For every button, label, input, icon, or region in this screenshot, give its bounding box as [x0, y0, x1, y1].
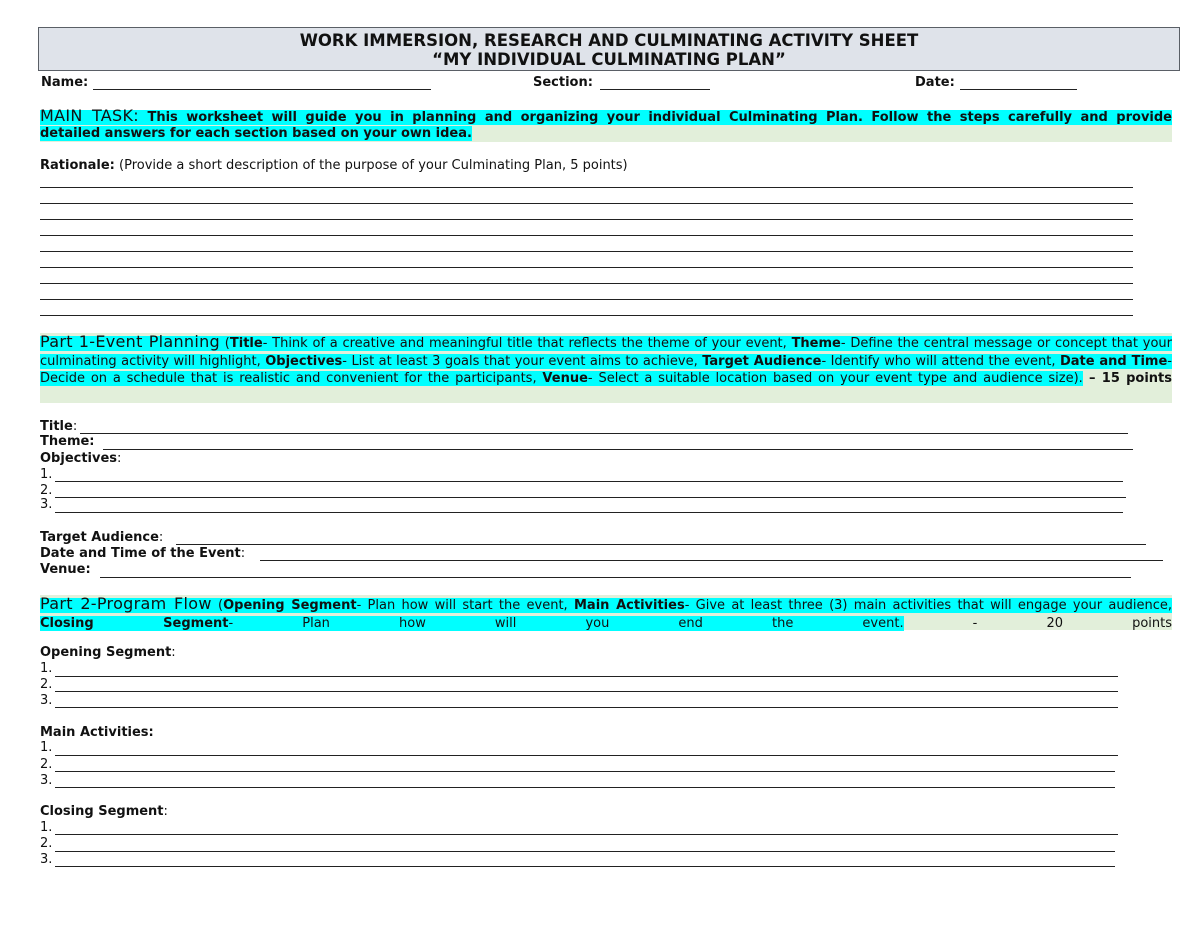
name-label: Name: [41, 75, 89, 90]
opening-item-2-line[interactable] [55, 691, 1118, 692]
part1-key-audience: Target Audience [702, 353, 822, 369]
rationale-line[interactable] [40, 267, 1133, 268]
rationale-line[interactable] [40, 187, 1133, 188]
closing-colon: : [163, 804, 168, 819]
objectives-colon: : [117, 451, 122, 466]
part1-desc-title: - Think of a creative and meaningful title that reflects the theme of your event, [262, 336, 792, 351]
datetime-label: Date and Time of the Event [40, 546, 241, 561]
part1-key-objectives: Objectives [265, 353, 343, 369]
opening-label-row [40, 645, 176, 661]
title-banner [38, 27, 1180, 71]
part1-desc-theme: - Define the central message or concept that your culminating activity will highlight, [40, 336, 1172, 369]
audience-label: Target Audience [40, 530, 159, 545]
closing-item-3-number: 3. [40, 852, 53, 867]
rationale-instruction: (Provide a short description of the purpose of your Culminating Plan, 5 points) [114, 158, 628, 173]
main-item-3-number: 3. [40, 773, 53, 788]
rationale-line[interactable] [40, 299, 1133, 300]
part1-paren: ( [220, 336, 230, 351]
closing-item-1-number: 1. [40, 820, 53, 835]
rationale-line[interactable] [40, 315, 1133, 316]
section-label: Section: [533, 75, 593, 90]
datetime-input-line[interactable] [260, 560, 1163, 561]
objective-item-2-line[interactable] [55, 497, 1126, 498]
main-item-3-line[interactable] [55, 787, 1115, 788]
section-field[interactable] [600, 89, 710, 90]
rationale-line[interactable] [40, 283, 1133, 284]
objectives-label: Objectives [40, 451, 118, 466]
part2-desc-opening: - Plan how will start the event, [356, 598, 574, 613]
venue-label: Venue: [40, 562, 91, 577]
date-label: Date: [915, 75, 955, 90]
venue-input-line[interactable] [100, 577, 1131, 578]
opening-label: Opening Segment [40, 645, 172, 660]
main-item-1-line[interactable] [55, 755, 1118, 756]
part2-paren: ( [211, 598, 224, 613]
rationale-line[interactable] [40, 219, 1133, 220]
main-item-1-number: 1. [40, 740, 53, 755]
title-line-2: “MY INDIVIDUAL CULMINATING PLAN” [432, 50, 786, 69]
part1-points: – 15 points [1082, 371, 1172, 386]
closing-label: Closing Segment [40, 804, 164, 819]
opening-colon: : [171, 645, 176, 660]
objective-item-2-number: 2. [40, 483, 53, 498]
opening-item-1-number: 1. [40, 661, 53, 676]
closing-item-3-line[interactable] [55, 866, 1115, 867]
datetime-label-row [40, 546, 245, 562]
objective-item-3-line[interactable] [55, 512, 1123, 513]
objective-item-1-number: 1. [40, 467, 53, 482]
datetime-colon: : [240, 546, 246, 561]
objectives-label-row [40, 451, 121, 467]
opening-item-3-number: 3. [40, 693, 53, 708]
rationale-line[interactable] [40, 251, 1133, 252]
part2-instructions [40, 595, 1172, 630]
title-colon: : [72, 419, 78, 434]
part1-instructions [40, 333, 1172, 403]
opening-item-1-line[interactable] [55, 676, 1118, 677]
part1-desc-audience: - Identify who will attend the event, [821, 353, 1060, 369]
main-activities-label: Main Activities: [40, 725, 154, 740]
main-item-2-number: 2. [40, 757, 53, 772]
main-task-text-1: This worksheet will guide you in planning and organizing your individual Culminating Plan. Follow the steps carefully and provide [138, 110, 1172, 125]
title-label: Title [40, 419, 73, 434]
part2-heading: Part 2-Program Flow [40, 594, 212, 613]
part1-desc-datetime: - Decide on a schedule that is realistic and convenient for the participants, [40, 353, 1172, 386]
theme-label: Theme: [40, 434, 95, 449]
rationale-line[interactable] [40, 203, 1133, 204]
part2-points: - 20 points [903, 615, 1173, 631]
title-line-1: WORK IMMERSION, RESEARCH AND CULMINATING ACTIVITY SHEET [299, 31, 919, 50]
theme-input-line[interactable] [103, 449, 1133, 450]
objective-item-3-number: 3. [40, 497, 53, 512]
closing-item-1-line[interactable] [55, 834, 1118, 835]
closing-label-row [40, 804, 168, 820]
audience-colon: : [158, 530, 164, 545]
closing-item-2-number: 2. [40, 836, 53, 851]
part1-desc-venue: - Select a suitable location based on your event type and audience size). [587, 371, 1083, 386]
part2-desc-closing: - Plan how will you end the event. [228, 615, 904, 631]
part1-heading: Part 1-Event Planning [40, 332, 221, 351]
part1-key-theme: Theme [791, 336, 841, 351]
main-task-paragraph [40, 107, 1172, 126]
part2-key-opening: Opening Segment [223, 598, 357, 613]
audience-label-row [40, 530, 163, 546]
title-field-row [40, 419, 77, 435]
date-field[interactable] [960, 89, 1077, 90]
main-item-2-line[interactable] [55, 771, 1115, 772]
closing-item-2-line[interactable] [55, 851, 1115, 852]
part2-key-closing: Closing Segment [40, 615, 229, 631]
opening-item-3-line[interactable] [55, 707, 1118, 708]
name-field[interactable] [93, 89, 431, 90]
main-task-line-2 [40, 125, 1172, 142]
part1-key-title: Title [229, 336, 263, 351]
title-input-line[interactable] [80, 433, 1128, 434]
rationale-prompt [40, 158, 628, 174]
rationale-line[interactable] [40, 235, 1133, 236]
part2-key-main: Main Activities [573, 598, 685, 613]
part2-desc-main: - Give at least three (3) main activities that will engage your audience, [684, 598, 1172, 613]
part1-key-venue: Venue [542, 371, 588, 386]
main-task-heading: MAIN TASK: [40, 106, 139, 125]
main-task-text-2: detailed answers for each section based on your own idea. [40, 126, 472, 141]
objective-item-1-line[interactable] [55, 481, 1123, 482]
part1-desc-objectives: - List at least 3 goals that your event aims to achieve, [342, 353, 703, 369]
rationale-label: Rationale: [40, 158, 115, 173]
audience-input-line[interactable] [176, 544, 1146, 545]
opening-item-2-number: 2. [40, 677, 53, 692]
part1-key-datetime: Date and Time [1059, 353, 1168, 369]
